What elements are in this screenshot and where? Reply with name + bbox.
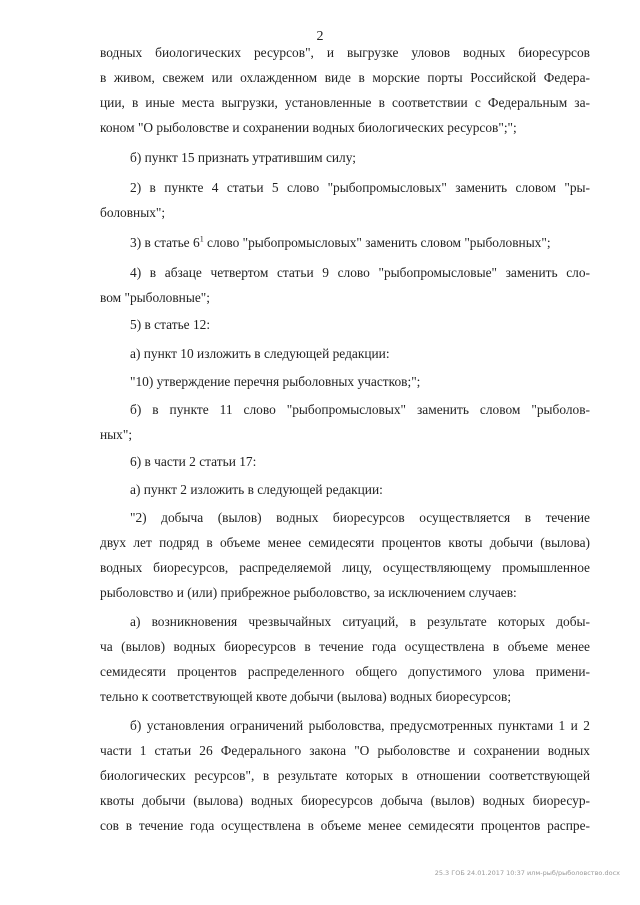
text-line: 4) в абзаце четвертом статьи 9 слово "рыбопромысловые" заменить сло- <box>130 265 590 280</box>
text-line: ции, в иные места выгрузки, установленные в соответствии с Федеральным за- <box>100 95 590 110</box>
text-line: б) в пункте 11 слово "рыбопромысловых" заменить словом "рыболов- <box>130 402 590 417</box>
text-line: тельно к соответствующей квоте добычи (вылова) водных биоресурсов; <box>100 689 512 704</box>
article-ref: 3) в статье 6 <box>130 235 200 250</box>
text-line: 5) в статье 12: <box>130 317 211 332</box>
text-line: рыболовство и (или) прибрежное рыболовство, за исключением случаев: <box>100 585 517 600</box>
text-line: 6) в части 2 статьи 17: <box>130 454 257 469</box>
text-line: "2) добыча (вылов) водных биоресурсов осуществляется в течение <box>130 510 590 525</box>
text-line: в живом, свежем или охлажденном виде в морские порты Российской Федера- <box>100 70 590 85</box>
page-number: 2 <box>316 29 324 44</box>
text-line: а) пункт 2 изложить в следующей редакции: <box>130 482 383 497</box>
text-line: 2) в пункте 4 статьи 5 слово "рыбопромысловых" заменить словом "ры- <box>130 180 590 195</box>
text-line: а) возникновения чрезвычайных ситуаций, в результате которых добы- <box>130 614 590 629</box>
text-line: а) пункт 10 изложить в следующей редакции: <box>130 346 390 361</box>
text-line: ных"; <box>100 427 133 442</box>
text-line: б) установления ограничений рыболовства, предусмотренных пунктами 1 и 2 <box>130 718 590 733</box>
text-line: двух лет подряд в объеме менее семидесяти процентов квоты добычи (вылова) <box>100 535 590 550</box>
text-line: водных биоресурсов, распределяемой лицу, осуществляющему промышленное <box>100 560 590 575</box>
text-line: б) пункт 15 признать утратившим силу; <box>130 150 356 165</box>
text-line: ча (вылов) водных биоресурсов в течение года осуществлена в объеме менее <box>100 639 590 654</box>
footer-file-stamp: 25.3 ГОБ 24.01.2017 10:37 илм-рыб/рыболовство.docx <box>434 869 620 877</box>
text-fragment: слово "рыбопромысловых" заменить словом "рыболовных"; <box>207 235 551 250</box>
text-line: биологических ресурсов", в результате которых в отношении соответствующей <box>100 768 590 783</box>
text-line: сов в течение года осуществлена в объеме менее семидесяти процентов распре- <box>100 818 590 833</box>
text-line: квоты добычи (вылова) водных биоресурсов добыча (вылов) водных биоресур- <box>100 793 590 808</box>
text-line: части 1 статьи 26 Федерального закона "О рыболовстве и сохранении водных <box>100 743 590 758</box>
text-line: боловных"; <box>100 205 166 220</box>
text-line: коном "О рыболовстве и сохранении водных биологических ресурсов";"; <box>100 120 517 135</box>
text-line-article-6-1 <box>130 233 590 253</box>
text-line: вом "рыболовные"; <box>100 290 210 305</box>
text-line: водных биологических ресурсов", и выгрузке уловов водных биоресурсов <box>100 45 590 60</box>
text-line: семидесяти процентов распределенного общего допустимого улова примени- <box>100 664 590 679</box>
superscript: 1 <box>199 234 204 244</box>
text-line: "10) утверждение перечня рыболовных участков;"; <box>130 374 421 389</box>
